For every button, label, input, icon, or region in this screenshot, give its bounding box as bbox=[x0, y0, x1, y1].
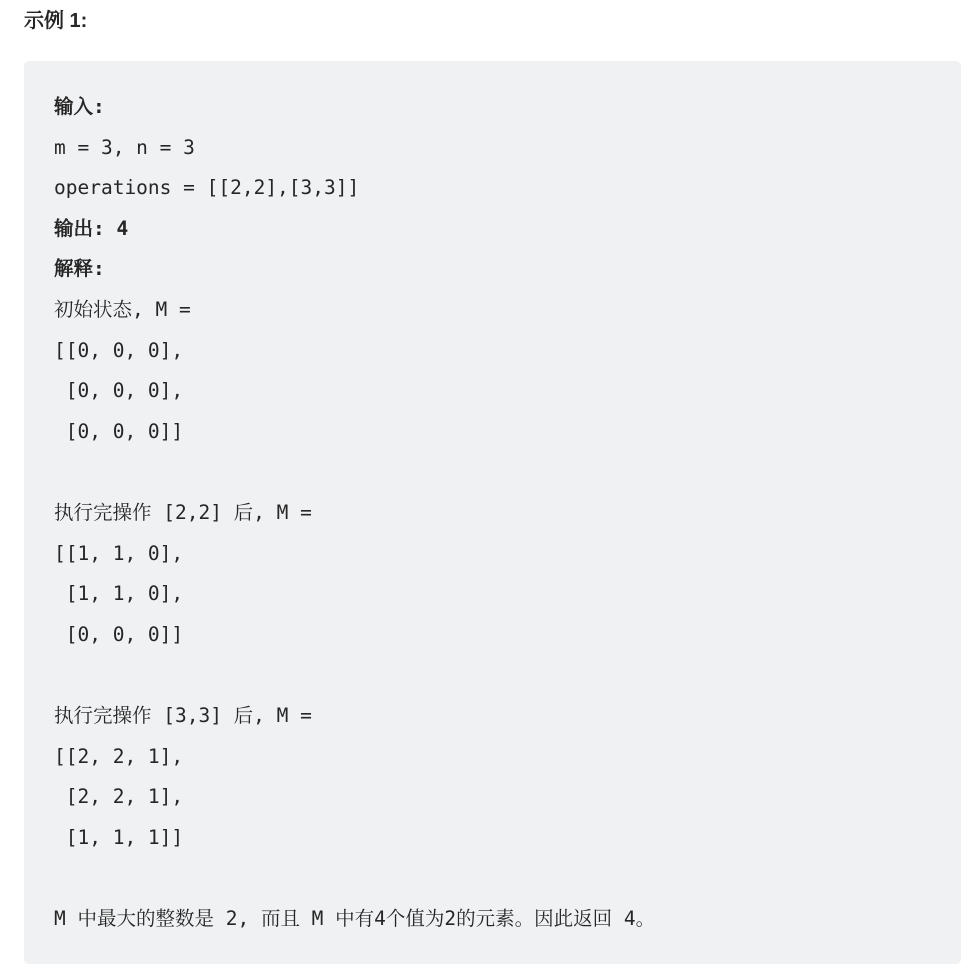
input-dimensions: m = 3, n = 3 bbox=[54, 135, 195, 159]
output-line: 输出: 4 bbox=[54, 216, 129, 240]
matrix-row: [[1, 1, 0], bbox=[54, 541, 184, 565]
matrix-row: [0, 0, 0]] bbox=[54, 419, 184, 443]
matrix-row: [[2, 2, 1], bbox=[54, 744, 184, 768]
initial-state-line: 初始状态, M = bbox=[54, 297, 191, 321]
matrix-row: [0, 0, 0], bbox=[54, 379, 184, 403]
input-operations: operations = [[2,2],[3,3]] bbox=[54, 176, 360, 200]
blank-line bbox=[54, 452, 961, 493]
matrix-row: [0, 0, 0]] bbox=[54, 622, 184, 646]
after-operation-line: 执行完操作 [2,2] 后, M = bbox=[54, 500, 312, 524]
matrix-row: [2, 2, 1], bbox=[54, 785, 184, 809]
after-operation-line: 执行完操作 [3,3] 后, M = bbox=[54, 703, 312, 727]
conclusion-line: M 中最大的整数是 2, 而且 M 中有4个值为2的元素。因此返回 4。 bbox=[54, 906, 656, 930]
matrix-row: [1, 1, 1]] bbox=[54, 825, 184, 849]
blank-line bbox=[54, 858, 961, 899]
matrix-row: [1, 1, 0], bbox=[54, 582, 184, 606]
explanation-label: 解释: bbox=[54, 257, 105, 281]
example-code-block bbox=[24, 61, 961, 964]
example-heading: 示例 1: bbox=[24, 10, 88, 32]
blank-line bbox=[54, 655, 961, 696]
matrix-row: [[0, 0, 0], bbox=[54, 338, 184, 362]
input-label: 输入: bbox=[54, 95, 105, 118]
